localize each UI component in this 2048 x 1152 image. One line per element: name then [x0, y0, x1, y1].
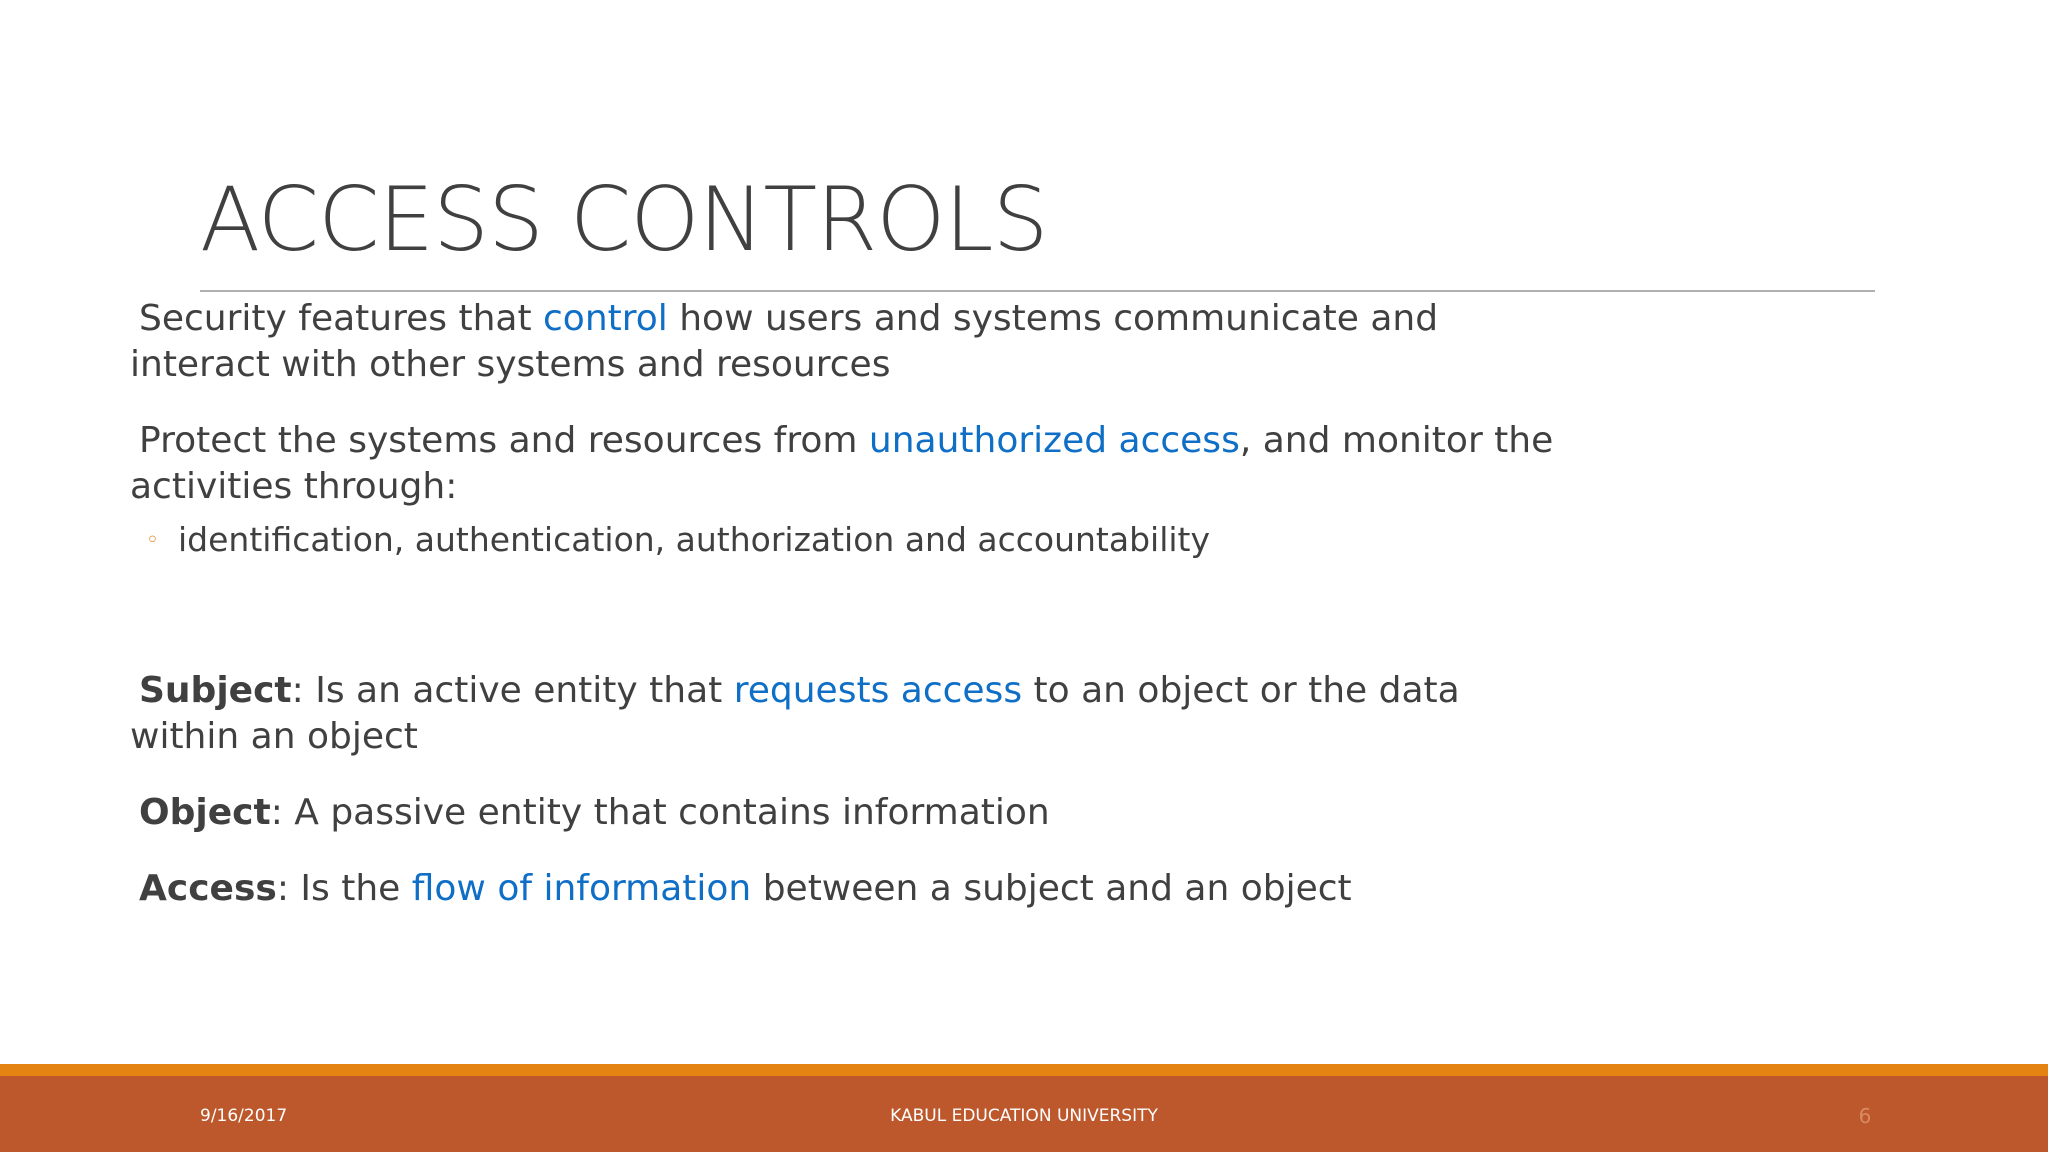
- p5-text-c: between a subject and an object: [751, 868, 1352, 909]
- p2-text-a: Protect the systems and resources from: [139, 420, 869, 461]
- p2-highlight-unauthorized-access: unauthorized access: [868, 420, 1240, 461]
- p5-text-a: : Is the: [276, 868, 412, 909]
- paragraph-object-definition: [130, 790, 1570, 836]
- sub-bullet-item: [146, 520, 1210, 561]
- p3-highlight-requests-access: requests access: [733, 670, 1023, 711]
- term-subject: Subject: [139, 670, 292, 711]
- bullet-circle-icon: ◦: [146, 528, 159, 553]
- term-object: Object: [139, 792, 271, 833]
- p3-text-c: to an object or the data within an object: [130, 670, 1460, 757]
- paragraph-subject-definition: [130, 668, 1570, 760]
- sub-bullet-text: identification, authentication, authorization and accountability: [178, 520, 1211, 559]
- footer-accent-stripe: [0, 1064, 2048, 1076]
- p1-text-c: how users and systems communicate and interact with other systems and resources: [130, 298, 1439, 385]
- paragraph-protect-systems: [130, 418, 1570, 510]
- term-access: Access: [139, 868, 277, 909]
- slide-title: ACCESS CONTROLS: [200, 168, 1048, 271]
- paragraph-security-features: [130, 296, 1570, 388]
- p3-text-a: : Is an active entity that: [291, 670, 734, 711]
- footer-organization: KABUL EDUCATION UNIVERSITY: [890, 1106, 1158, 1126]
- p1-text-a: Security features that: [139, 298, 543, 339]
- title-divider: [200, 290, 1875, 292]
- p1-highlight-control: control: [543, 298, 668, 339]
- p4-text-a: : A passive entity that contains information: [270, 792, 1050, 833]
- footer-date: 9/16/2017: [200, 1106, 288, 1126]
- p5-highlight-flow-of-information: flow of information: [411, 868, 752, 909]
- p2-text-c: , and monitor the activities through:: [130, 420, 1554, 507]
- paragraph-access-definition: [130, 866, 1570, 912]
- slide-page-number: 6: [1858, 1104, 1872, 1128]
